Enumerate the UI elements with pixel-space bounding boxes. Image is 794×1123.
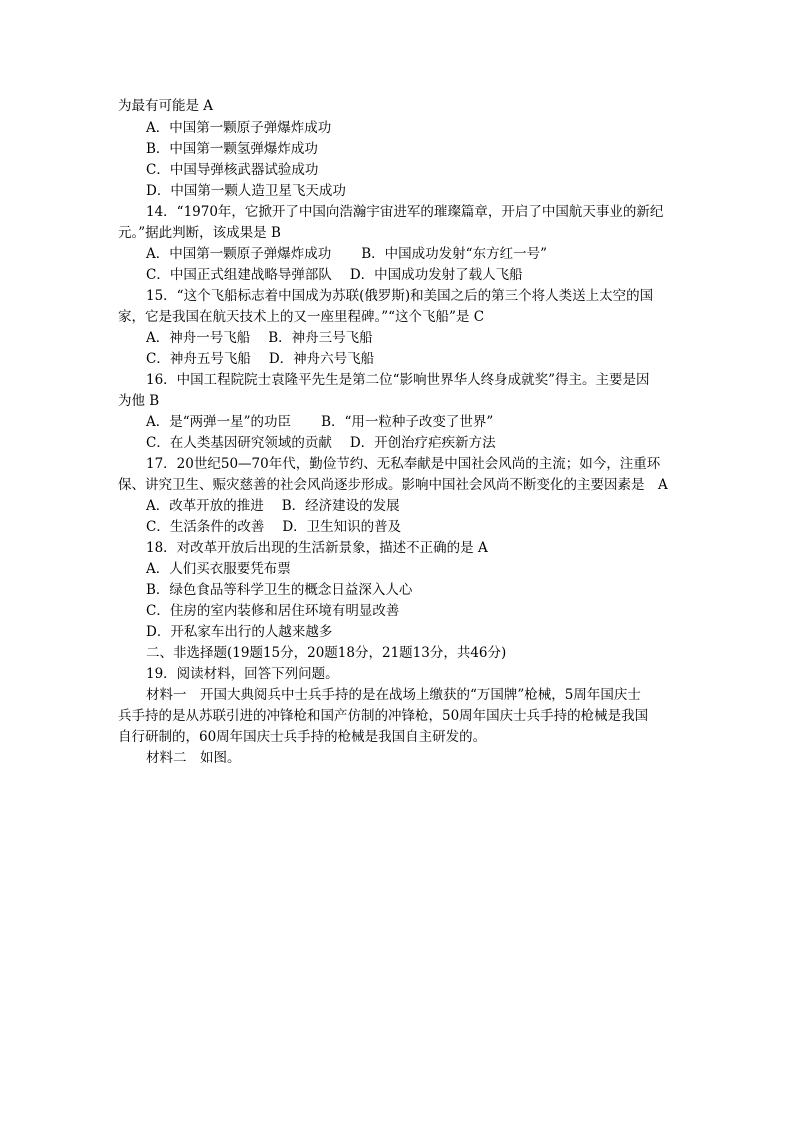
option-d: D．神舟六号飞船 [268, 351, 375, 367]
question-16-cont: 为他 B [118, 393, 160, 409]
option-row [146, 328, 706, 348]
option-c: C．在人类基因研究领域的贡献 [146, 435, 332, 451]
option-a: A．是“两弹一星”的功臣 [146, 414, 292, 430]
option-c: C．中国正式组建战略导弹部队 [146, 267, 332, 283]
option-row [146, 433, 706, 453]
option-b: B．中国成功发射“东方红一号” [361, 246, 547, 262]
material-1: 材料一 开国大典阅兵中士兵手持的是在战场上缴获的“万国牌”枪械，5周年国庆士 [146, 687, 641, 703]
option-row [146, 349, 706, 369]
option-d: D．开创治疗疟疾新方法 [349, 435, 496, 451]
option-row [146, 517, 706, 537]
option-line: C．中国导弹核武器试验成功 [146, 162, 319, 178]
question-14: 14．“1970年，它掀开了中国向浩瀚宇宙进军的璀璨篇章，开启了中国航天事业的新纪 [146, 204, 664, 220]
section-heading: 二、非选择题(19题15分，20题18分，21题13分，共46分) [146, 645, 507, 661]
option-b: B．“用一粒种子改变了世界” [321, 414, 494, 430]
question-14-cont: 元。”据此判断，该成果是 B [118, 225, 281, 241]
option-line: D．开私家车出行的人越来越多 [146, 624, 333, 640]
option-c: C．神舟五号飞船 [146, 351, 251, 367]
option-b: B．经济建设的发展 [281, 498, 400, 514]
option-line: A．人们买衣服要凭布票 [146, 561, 291, 577]
option-row [146, 496, 706, 516]
option-c: C．生活条件的改善 [146, 519, 265, 535]
option-row [146, 265, 706, 285]
question-18: 18．对改革开放后出现的生活新景象，描述不正确的是 A [146, 540, 488, 556]
option-line: C．住房的室内装修和居住环境有明显改善 [146, 603, 400, 619]
option-row [146, 244, 706, 264]
option-d: D．中国成功发射了载人飞船 [349, 267, 523, 283]
option-a: A．神舟一号飞船 [146, 330, 251, 346]
option-line: B．中国第一颗氢弹爆炸成功 [146, 141, 318, 157]
question-15-cont: 家，它是我国在航天技术上的又一座里程碑。”“这个飞船”是 C [118, 309, 485, 325]
option-line: A．中国第一颗原子弹爆炸成功 [146, 120, 332, 136]
option-line: D．中国第一颗人造卫星飞天成功 [146, 183, 346, 199]
material-1-cont: 兵手持的是从苏联引进的冲锋枪和国产仿制的冲锋枪，50周年国庆士兵手持的枪械是我国 [118, 708, 649, 724]
question-17: 17．20世纪50—70年代，勤俭节约、无私奉献是中国社会风尚的主流；如今，注重环 [146, 456, 661, 472]
question-17-cont: 保、讲究卫生、赈灾慈善的社会风尚逐步形成。影响中国社会风尚不断变化的主要因素是 A [118, 477, 668, 493]
option-a: A．中国第一颗原子弹爆炸成功 [146, 246, 332, 262]
material-1-cont: 自行研制的，60周年国庆士兵手持的枪械是我国自主研发的。 [118, 729, 487, 745]
question-15: 15．“这个飞船标志着中国成为苏联(俄罗斯)和美国之后的第三个将人类送上太空的国 [146, 288, 654, 304]
option-line: B．绿色食品等科学卫生的概念日益深入人心 [146, 582, 413, 598]
option-row [146, 412, 706, 432]
question-19: 19．阅读材料，回答下列问题。 [146, 666, 339, 682]
option-b: B．神舟三号飞船 [268, 330, 373, 346]
material-2: 材料二 如图。 [146, 750, 241, 766]
question-16: 16．中国工程院院士袁隆平先生是第二位“影响世界华人终身成就奖”得主。主要是因 [146, 372, 650, 388]
option-a: A．改革开放的推进 [146, 498, 264, 514]
text-line: 为最有可能是 A [118, 98, 214, 114]
option-d: D．卫生知识的普及 [282, 519, 402, 535]
